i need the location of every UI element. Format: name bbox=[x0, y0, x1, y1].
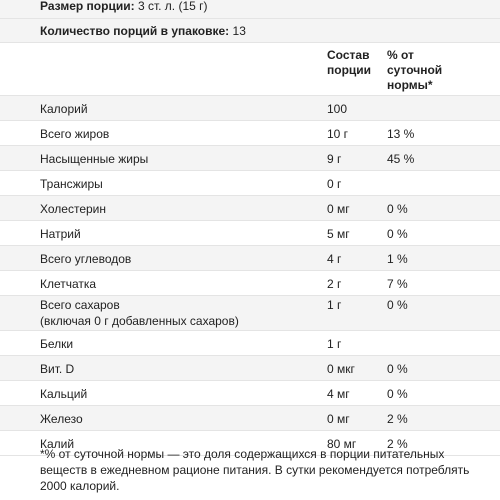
nutrient-amount: 0 г bbox=[327, 177, 342, 191]
nutrient-name: Трансжиры bbox=[40, 177, 103, 191]
nutrient-amount: 0 мг bbox=[327, 202, 350, 216]
amount-column-header: Состав порции bbox=[327, 48, 372, 77]
table-row bbox=[0, 221, 500, 246]
table-row bbox=[0, 356, 500, 381]
nutrient-daily-value: 13 % bbox=[387, 127, 415, 141]
nutrient-amount: 100 bbox=[327, 102, 348, 116]
nutrient-name: Всего углеводов bbox=[40, 252, 132, 266]
servings-per-container-label: Количество порций в упаковке: bbox=[40, 24, 230, 38]
nutrient-name: Всего сахаров (включая 0 г добавленных сахаров) bbox=[40, 297, 320, 329]
footnote: *% от суточной нормы — это доля содержащихся в порции питательных веществ в ежедневном рационе питания. В сутки рекомендуется потреблять 2000 калорий. bbox=[40, 447, 470, 493]
nutrient-amount: 5 мг bbox=[327, 227, 350, 241]
nutrient-daily-value: 0 % bbox=[387, 298, 408, 312]
table-row bbox=[0, 146, 500, 171]
nutrient-name: Всего жиров bbox=[40, 127, 110, 141]
nutrient-daily-value: 7 % bbox=[387, 277, 408, 291]
nutrient-amount: 0 мкг bbox=[327, 362, 355, 376]
table-row bbox=[0, 121, 500, 146]
nutrient-name: Калий bbox=[40, 437, 75, 451]
daily-value-column-header: % от суточной нормы* bbox=[387, 48, 443, 92]
nutrient-amount: 10 г bbox=[327, 127, 349, 141]
servings-per-container-bar bbox=[0, 18, 500, 43]
nutrient-amount: 4 мг bbox=[327, 387, 350, 401]
nutrient-name: Насыщенные жиры bbox=[40, 152, 149, 166]
nutrient-daily-value: 0 % bbox=[387, 227, 408, 241]
nutrient-amount: 4 г bbox=[327, 252, 342, 266]
nutrient-name: Железо bbox=[40, 412, 83, 426]
nutrient-subnote: (включая 0 г добавленных сахаров) bbox=[40, 314, 239, 328]
nutrient-amount: 80 мг bbox=[327, 437, 357, 451]
serving-size-value: 3 ст. л. (15 г) bbox=[137, 0, 208, 13]
nutrient-daily-value: 1 % bbox=[387, 252, 408, 266]
serving-size-label: Размер порции: bbox=[40, 0, 135, 13]
nutrient-amount: 1 г bbox=[327, 298, 342, 312]
nutrient-daily-value: 2 % bbox=[387, 412, 408, 426]
nutrient-daily-value: 2 % bbox=[387, 437, 408, 451]
nutrient-name: Натрий bbox=[40, 227, 81, 241]
table-row bbox=[0, 196, 500, 221]
nutrient-amount: 1 г bbox=[327, 337, 342, 351]
nutrient-amount: 2 г bbox=[327, 277, 342, 291]
table-row bbox=[0, 331, 500, 356]
nutrient-name: Кальций bbox=[40, 387, 88, 401]
table-row bbox=[0, 246, 500, 271]
servings-per-container-value: 13 bbox=[232, 24, 246, 38]
table-row bbox=[0, 271, 500, 296]
nutrient-name: Холестерин bbox=[40, 202, 106, 216]
table-row bbox=[0, 381, 500, 406]
serving-size-bar bbox=[0, 0, 500, 18]
nutrient-name: Клетчатка bbox=[40, 277, 97, 291]
table-row bbox=[0, 96, 500, 121]
table-row bbox=[0, 296, 500, 331]
nutrient-daily-value: 0 % bbox=[387, 387, 408, 401]
nutrient-daily-value: 45 % bbox=[387, 152, 415, 166]
nutrient-name: Белки bbox=[40, 337, 74, 351]
table-row bbox=[0, 406, 500, 431]
table-header bbox=[0, 44, 500, 96]
nutrient-name: Вит. D bbox=[40, 362, 75, 376]
nutrient-amount: 0 мг bbox=[327, 412, 350, 426]
nutrient-daily-value: 0 % bbox=[387, 202, 408, 216]
nutrient-daily-value: 0 % bbox=[387, 362, 408, 376]
table-row bbox=[0, 171, 500, 196]
nutrient-name: Калорий bbox=[40, 102, 88, 116]
nutrient-amount: 9 г bbox=[327, 152, 342, 166]
